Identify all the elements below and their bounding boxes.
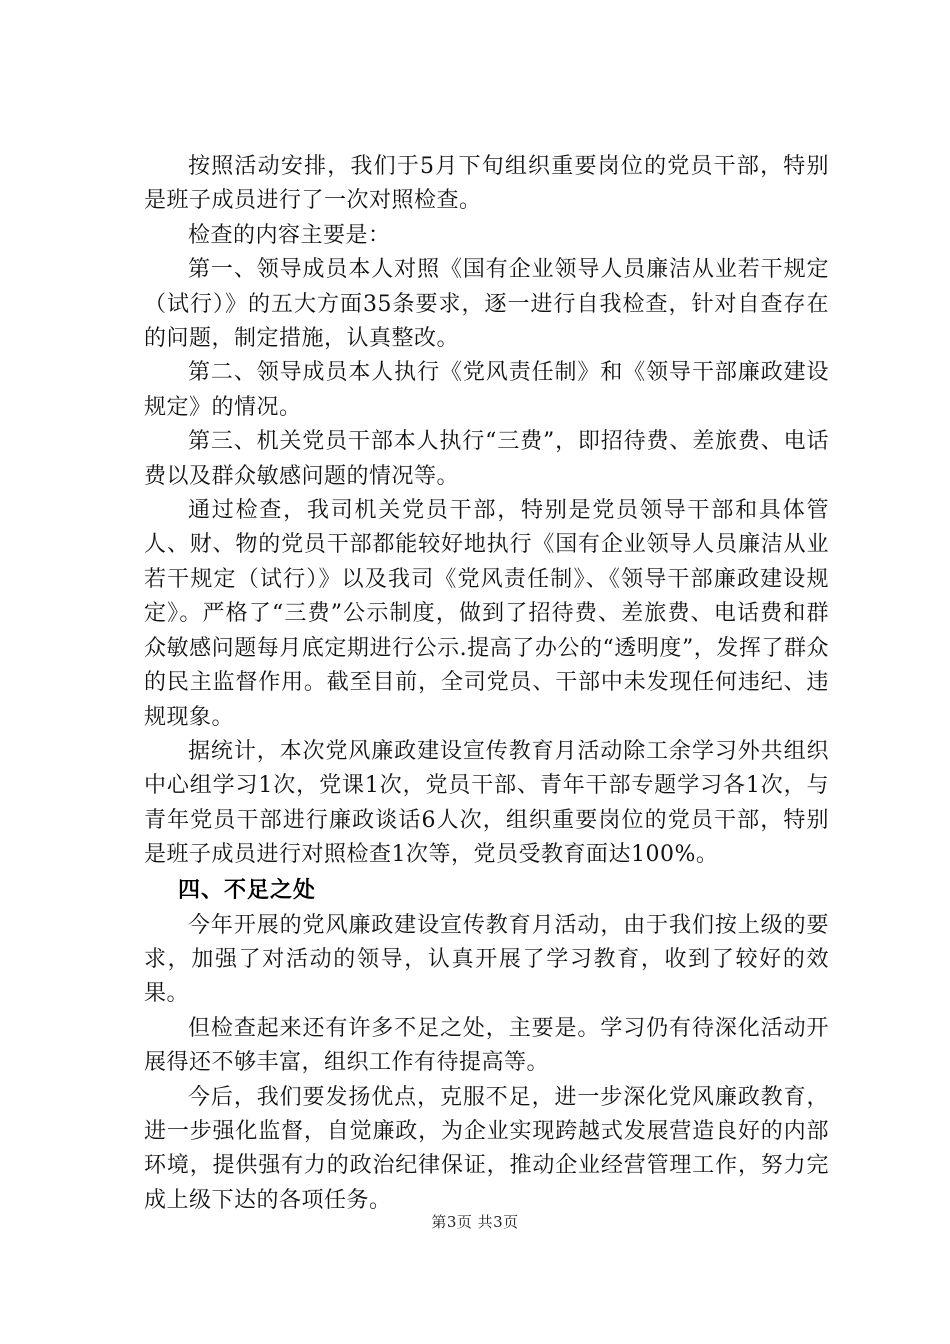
paragraph-activity-arrangement: 按照活动安排，我们于5月下旬组织重要岗位的党员干部，特别是班子成员进行了一次对照检查。 [144, 154, 829, 214]
paragraph-activity-summary: 今年开展的党风廉政建设宣传教育月活动，由于我们按上级的要求，加强了对活动的领导，认真开展了学习教育，收到了较好的效果。 [144, 912, 829, 1007]
page-number-footer: 第3页 共3页 [431, 1213, 519, 1231]
paragraph-item-second: 第二、领导成员本人执行《党风责任制》和《领导干部廉政建设规定》的情况。 [144, 360, 829, 420]
paragraph-statistics: 据统计，本次党风廉政建设宣传教育月活动除工余学习外共组织中心组学习1次，党课1次，党员干部、青年干部专题学习各1次，与青年党员干部进行廉政谈话6人次，组织重要岗位的党员干部，特别是班子成员进行对照检查1次等，党员受教育面达100%。 [144, 738, 829, 868]
paragraph-item-third: 第三、机关党员干部本人执行“三费”，即招待费、差旅费、电话费以及群众敏感问题的情况等。 [144, 429, 829, 489]
section-heading-shortcomings: 四、不足之处 [178, 877, 317, 903]
document-body [144, 150, 829, 1218]
paragraph-item-first: 第一、领导成员本人对照《国有企业领导人员廉洁从业若干规定（试行）》的五大方面35条要求，逐一进行自我检查，针对自查存在的问题，制定措施，认真整改。 [144, 257, 829, 352]
paragraph-inspection-intro: 检查的内容主要是： [188, 222, 391, 248]
paragraph-future-plan: 今后，我们要发扬优点，克服不足，进一步深化党风廉政教育，进一步强化监督，自觉廉政，为企业实现跨越式发展营造良好的内部环境，提供强有力的政治纪律保证，推动企业经营管理工作，努力完成上级下达的各项任务。 [144, 1084, 829, 1213]
paragraph-inspection-result: 通过检查，我司机关党员干部，特别是党员领导干部和具体管人、财、物的党员干部都能较好地执行《国有企业领导人员廉洁从业若干规定（试行）》以及我司《党风责任制》、《领导干部廉政建设规定》。严格了“三费”公示制度，做到了招待费、差旅费、电话费和群众敏感问题每月底定期进行公示.提高了办公的“透明度”，发挥了群众的民主监督作用。截至目前，全司党员、干部中未发现任何违纪、违规现象。 [144, 498, 829, 730]
paragraph-shortcomings: 但检查起来还有许多不足之处，主要是。学习仍有待深化活动开展得还不够丰富，组织工作有待提高等。 [144, 1015, 829, 1076]
